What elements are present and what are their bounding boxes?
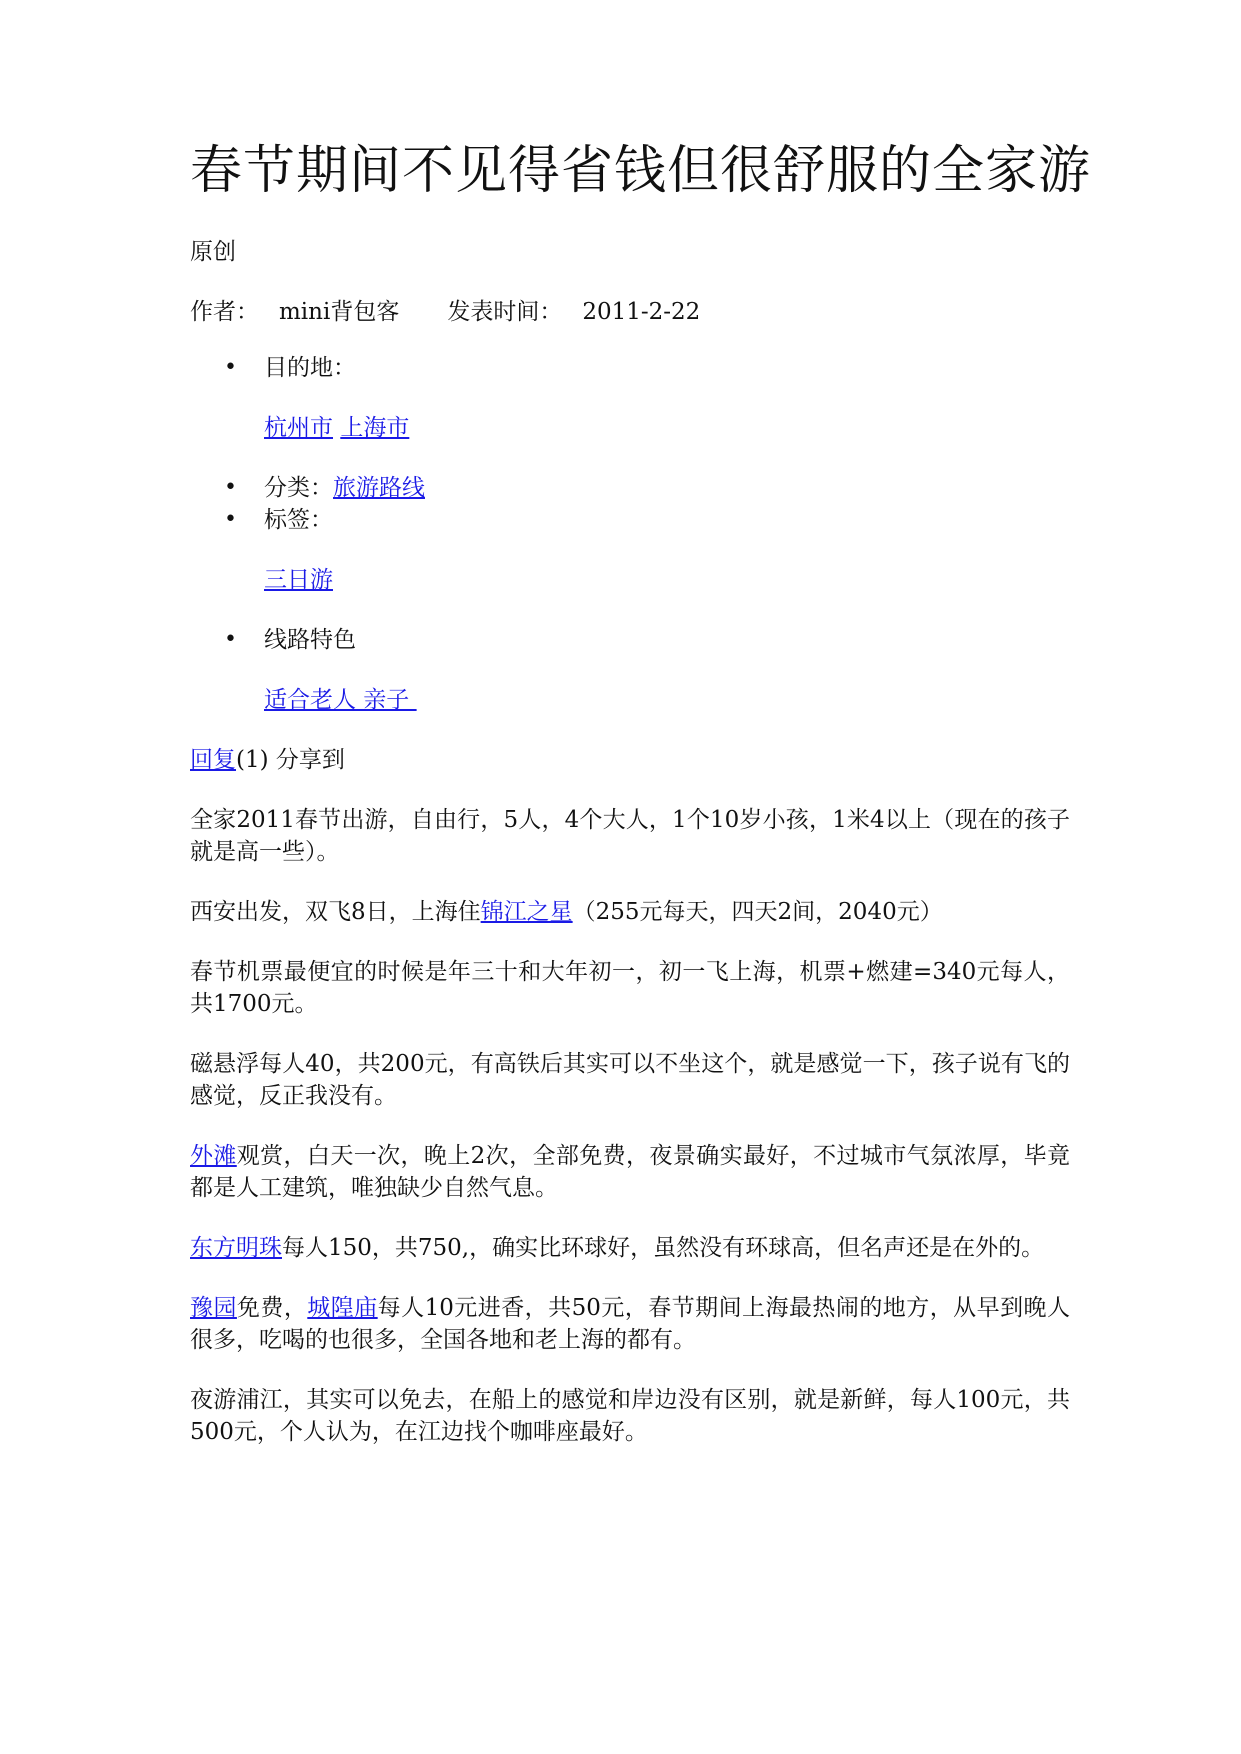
share-label: 分享到: [268, 747, 345, 774]
paragraph-2: [190, 896, 1070, 928]
author-label: 作者：: [190, 299, 259, 326]
category-label: 分类：: [264, 475, 333, 502]
paragraph-8: 夜游浦江，其实可以免去，在船上的感觉和岸边没有区别，就是新鲜，每人100元，共500元，个人认为，在江边找个咖啡座最好。: [190, 1387, 1070, 1446]
bullet-icon: •: [224, 355, 237, 381]
hotel-link[interactable]: 锦江之星: [480, 899, 573, 926]
page-title: 春节期间不见得省钱但很舒服的全家游: [190, 141, 1092, 201]
destination-link-hangzhou[interactable]: 杭州市: [264, 415, 333, 442]
paragraph-7: [190, 1292, 1070, 1356]
author-name: mini背包客: [279, 299, 400, 326]
tag-link-three-day[interactable]: 三日游: [264, 567, 333, 594]
paragraph-6: [190, 1232, 1070, 1264]
author-line: [190, 296, 1070, 328]
publish-date: 2011-2-22: [582, 299, 701, 326]
paragraph-4: 磁悬浮每人40，共200元，有高铁后其实可以不坐这个，就是感觉一下，孩子说有飞的感觉，反正我没有。: [190, 1051, 1070, 1110]
feature-item: [190, 624, 1070, 716]
reply-share-line: [190, 744, 1070, 776]
bullet-icon: •: [224, 627, 237, 653]
reply-count: (1): [236, 747, 269, 774]
destination-link-shanghai[interactable]: 上海市: [340, 415, 410, 442]
bund-link[interactable]: 外滩: [190, 1143, 237, 1170]
article: [190, 140, 1092, 1471]
destination-item: [190, 352, 1070, 444]
tags-item: [190, 504, 1070, 596]
paragraph-5-text: 观赏，白天一次，晚上2次，全部免费，夜景确实最好，不过城市气氛浓厚，毕竟都是人工建筑，唯独缺少自然气息。: [190, 1143, 1070, 1202]
paragraph-1: 全家2011春节出游，自由行，5人，4个大人，1个10岁小孩，1米4以上（现在的孩子就是高一些）。: [190, 807, 1070, 866]
feature-label: 线路特色: [264, 627, 356, 654]
feature-link[interactable]: 适合老人 亲子: [264, 687, 417, 714]
paragraph-5: [190, 1140, 1070, 1204]
info-list: [190, 352, 1070, 716]
paragraph-7-mid: 免费，: [236, 1295, 308, 1322]
tags-label: 标签：: [264, 507, 333, 534]
date-label: 发表时间：: [447, 299, 563, 326]
original-label: 原创: [190, 239, 236, 266]
category-item: [190, 472, 1070, 504]
paragraph-3: 春节机票最便宜的时候是年三十和大年初一，初一飞上海，机票+燃建=340元每人，共1700元。: [190, 959, 1070, 1018]
bullet-icon: •: [224, 507, 237, 533]
paragraph-7-text: 每人10元进香，共50元，春节期间上海最热闹的地方，从早到晚人很多，吃喝的也很多，全国各地和老上海的都有。: [190, 1295, 1071, 1354]
feature-links: [264, 684, 1070, 716]
tag-links: [264, 564, 1070, 596]
paragraph-2-tail: （255元每天，四天2间，2040元）: [572, 899, 943, 926]
oriental-pearl-link[interactable]: 东方明珠: [190, 1235, 282, 1262]
bullet-icon: •: [224, 475, 237, 501]
city-god-temple-link[interactable]: 城隍庙: [307, 1295, 378, 1322]
paragraph-2-text: 西安出发，双飞8日，上海住: [190, 899, 481, 926]
category-link[interactable]: 旅游路线: [333, 475, 425, 502]
reply-link[interactable]: 回复: [190, 747, 236, 774]
yuyuan-link[interactable]: 豫园: [190, 1295, 237, 1322]
destination-label: 目的地：: [264, 355, 356, 382]
paragraph-6-text: 每人150，共750,，确实比环球好，虽然没有环球高，但名声还是在外的。: [282, 1235, 1045, 1262]
destination-links: [264, 412, 1070, 444]
